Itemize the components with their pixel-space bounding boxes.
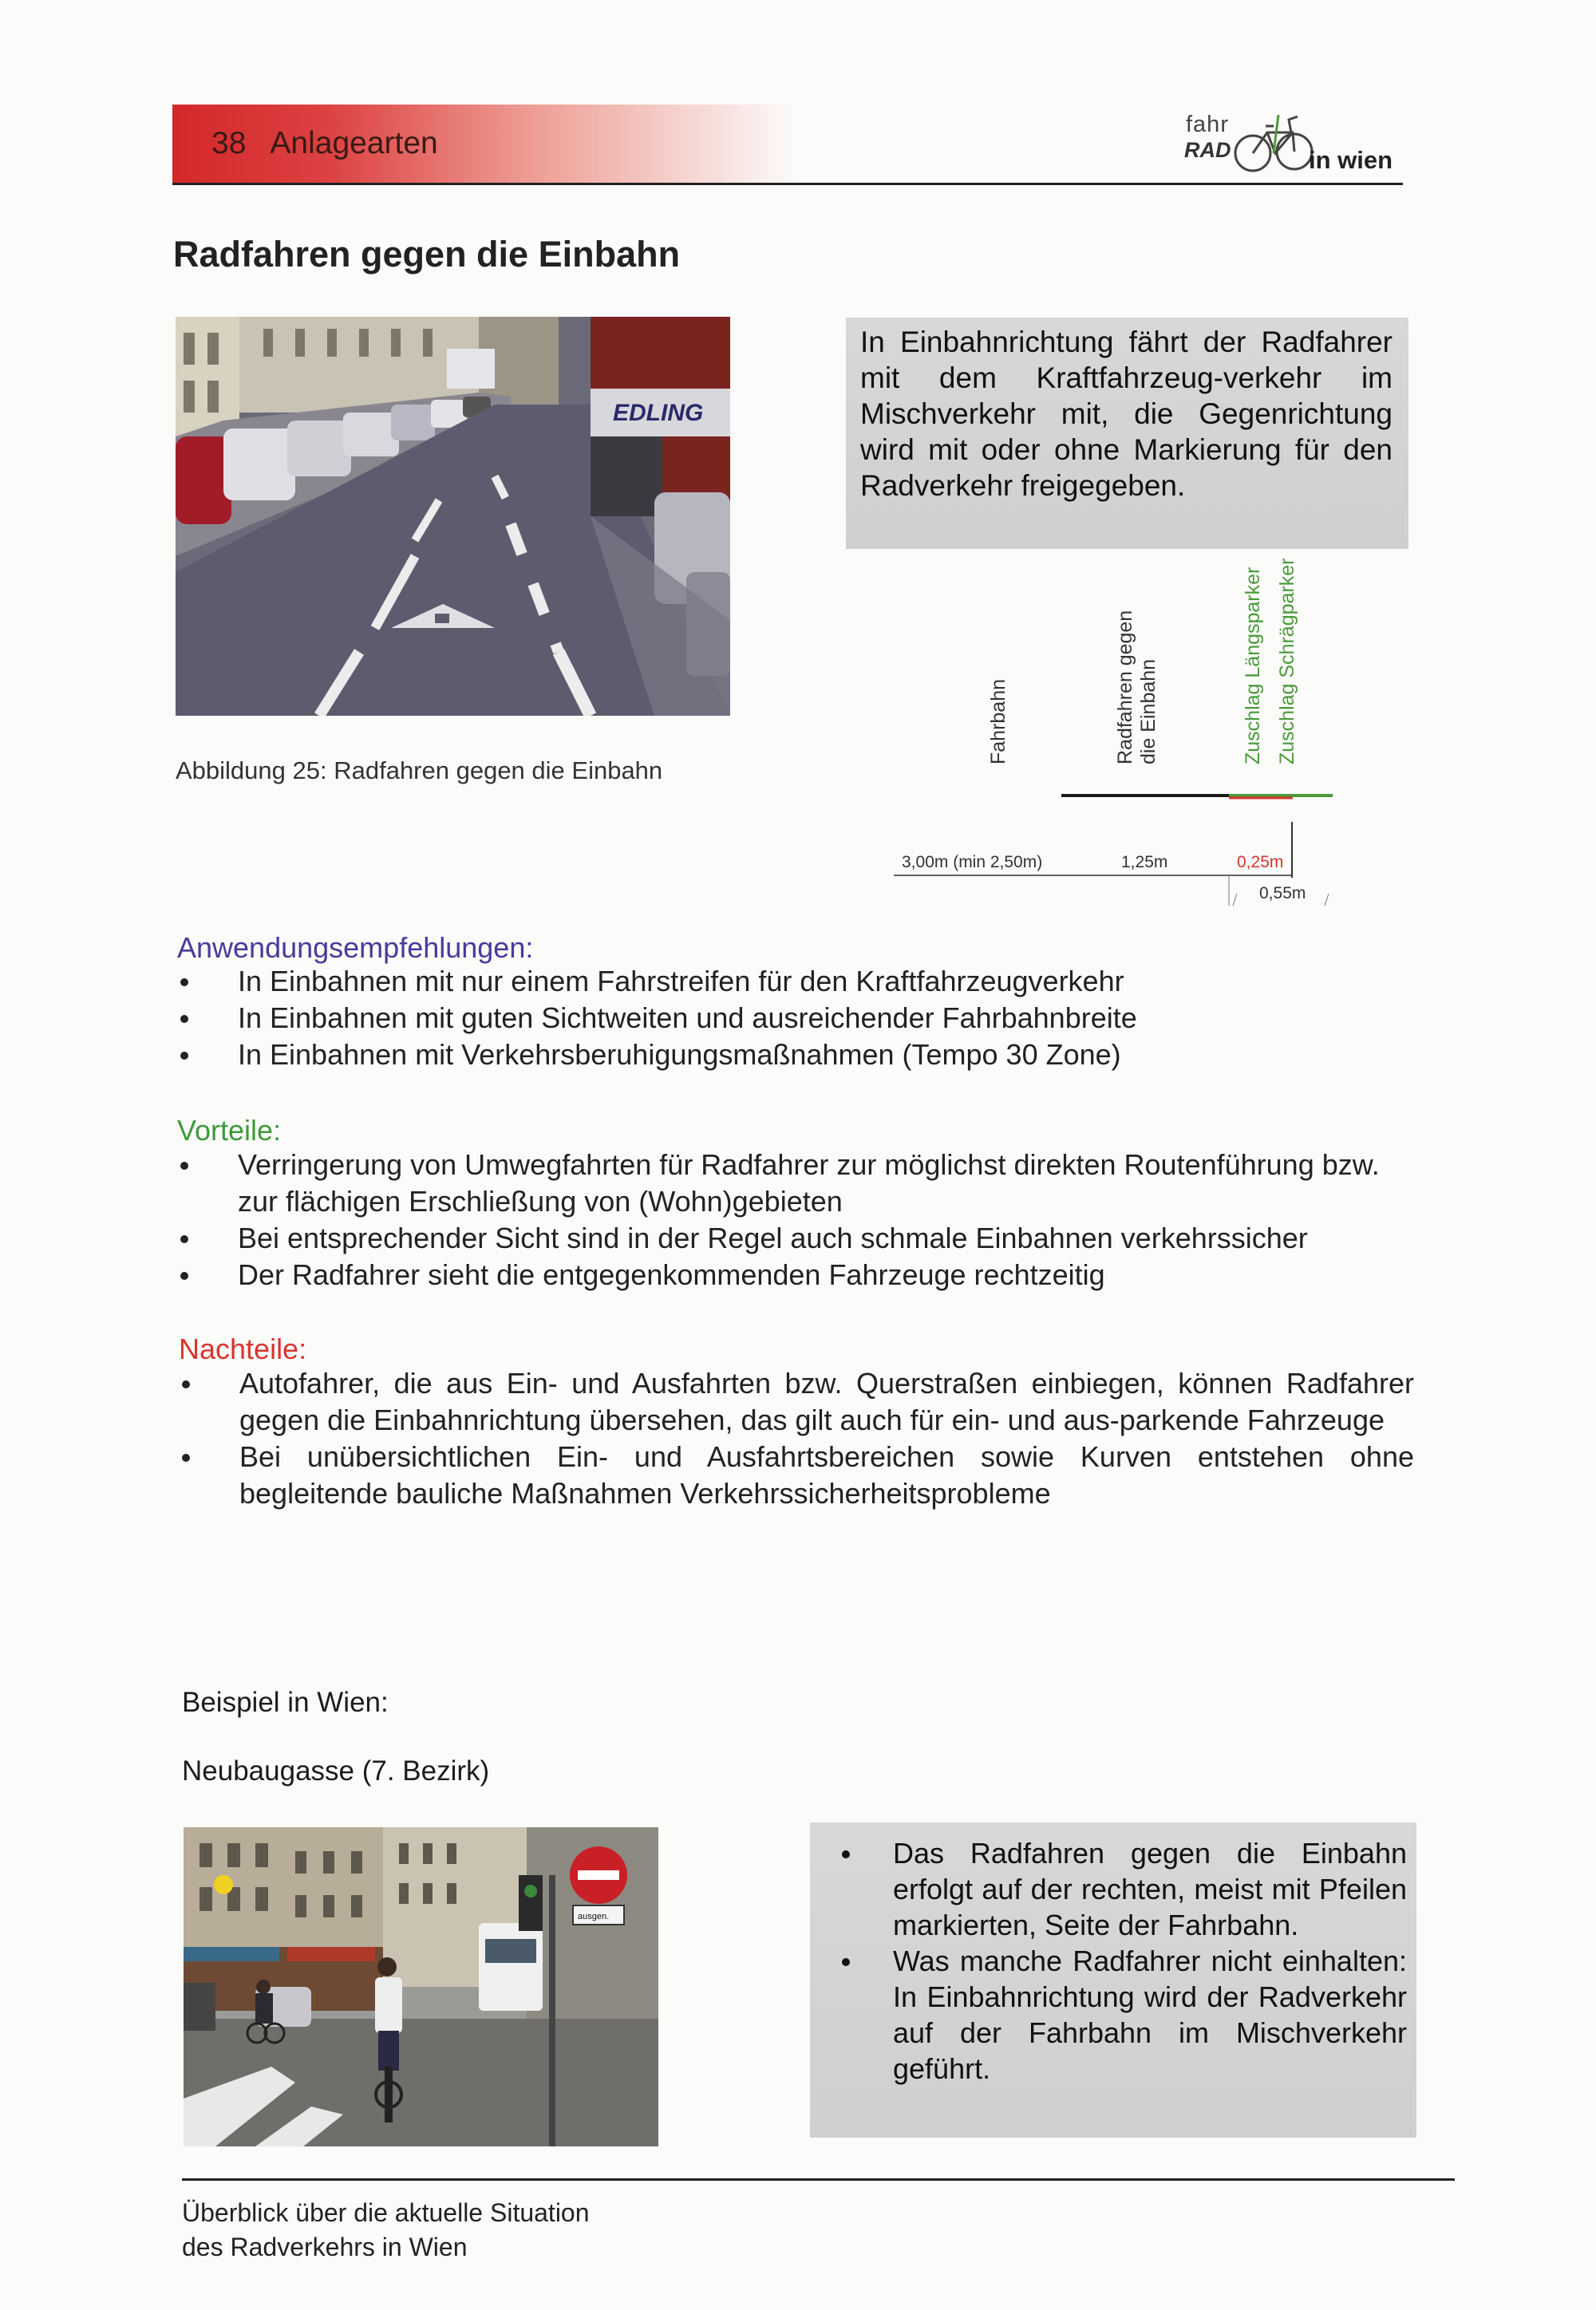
header-rule (172, 183, 1403, 185)
dim-laengs: 0,25m (1237, 853, 1284, 871)
nachteile-heading: Nachteile: (179, 1333, 307, 1365)
logo-rad: RAD (1184, 138, 1231, 162)
header-section (211, 126, 438, 161)
label-radfahren-1: Radfahren gegen (1114, 610, 1136, 764)
list-item: Bei unübersichtlichen Ein- und Ausfahrtsbereichen sowie Kurven entstehen ohne begleitende bauliche Maßnahmen Verkehrssicherheitsprobleme (176, 1439, 1414, 1512)
label-zuschlag-schraeg: Zuschlag Schrägparker (1276, 558, 1298, 764)
footer-rule (182, 2178, 1455, 2181)
page-number: 38 (211, 126, 247, 160)
logo-fahr: fahr (1186, 112, 1229, 137)
footer-line-1: Überblick über die aktuelle Situation (182, 2198, 590, 2227)
anwendung-heading: Anwendungsempfehlungen: (177, 931, 534, 964)
dim-radweg: 1,25m (1121, 853, 1168, 871)
logo-in-wien: in wien (1309, 146, 1393, 174)
vorteile-list (174, 1147, 1419, 1293)
dim-schraeg: 0,55m (1259, 884, 1306, 902)
street-photo (176, 317, 730, 716)
list-item: In Einbahnen mit Verkehrsberuhigungsmaßnahmen (Tempo 30 Zone) (174, 1037, 1419, 1073)
intro-box: In Einbahnrichtung fährt der Radfahrer mit dem Kraftfahrzeug-verkehr im Mischverkehr mit, die Gegenrichtung wird mit oder ohne Markierung für den Radverkehr freigegeben. (846, 318, 1408, 549)
dim-fahrbahn: 3,00m (min 2,50m) (902, 853, 1043, 871)
list-item: Verringerung von Umwegfahrten für Radfahrer zur möglichst direkten Routenführung bzw. zur flächigen Erschließung von (Wohn)gebieten (174, 1147, 1419, 1220)
neubaugasse-photo (184, 1827, 658, 2146)
anwendung-list (174, 963, 1419, 1073)
list-item: Der Radfahrer sieht die entgegenkommenden Fahrzeuge rechtzeitig (174, 1257, 1419, 1293)
list-item: Was manche Radfahrer nicht einhalten: In Einbahnrichtung wird der Radverkehr auf der Fahrbahn im Mischverkehr geführt. (821, 1943, 1407, 2087)
label-radfahren-2: die Einbahn (1137, 658, 1159, 764)
list-item: In Einbahnen mit guten Sichtweiten und ausreichender Fahrbahnbreite (174, 1000, 1419, 1037)
nachteile-list (176, 1365, 1414, 1512)
section-name: Anlagearten (270, 126, 438, 160)
vorteile-heading: Vorteile: (177, 1114, 282, 1147)
example-street: Neubaugasse (7. Bezirk) (182, 1755, 490, 1787)
page-title: Radfahren gegen die Einbahn (173, 234, 681, 274)
footer-line-2: des Radverkehrs in Wien (182, 2233, 468, 2261)
list-item: Autofahrer, die aus Ein- und Ausfahrten bzw. Querstraßen einbiegen, können Radfahrer gegen die Einbahnrichtung übersehen, das gilt auch für ein- und aus-parkende Fahrzeuge (176, 1365, 1414, 1439)
example-box (810, 1822, 1416, 2138)
footer (182, 2196, 590, 2265)
truck-sign: EDLING (613, 400, 704, 426)
example-heading: Beispiel in Wien: (182, 1687, 389, 1718)
figure-caption: Abbildung 25: Radfahren gegen die Einbahn (176, 756, 663, 784)
list-item: Das Radfahren gegen die Einbahn erfolgt auf der rechten, meist mit Pfeilen markierten, Seite der Fahrbahn. (821, 1835, 1407, 1943)
sign-text: ausgen. (578, 1912, 610, 1921)
list-item: In Einbahnen mit nur einem Fahrstreifen für den Kraftfahrzeugverkehr (174, 963, 1419, 1000)
list-item: Bei entsprechender Sicht sind in der Regel auch schmale Einbahnen verkehrssicher (174, 1220, 1419, 1257)
label-fahrbahn: Fahrbahn (987, 678, 1009, 764)
label-zuschlag-laengs: Zuschlag Längsparker (1242, 567, 1264, 764)
